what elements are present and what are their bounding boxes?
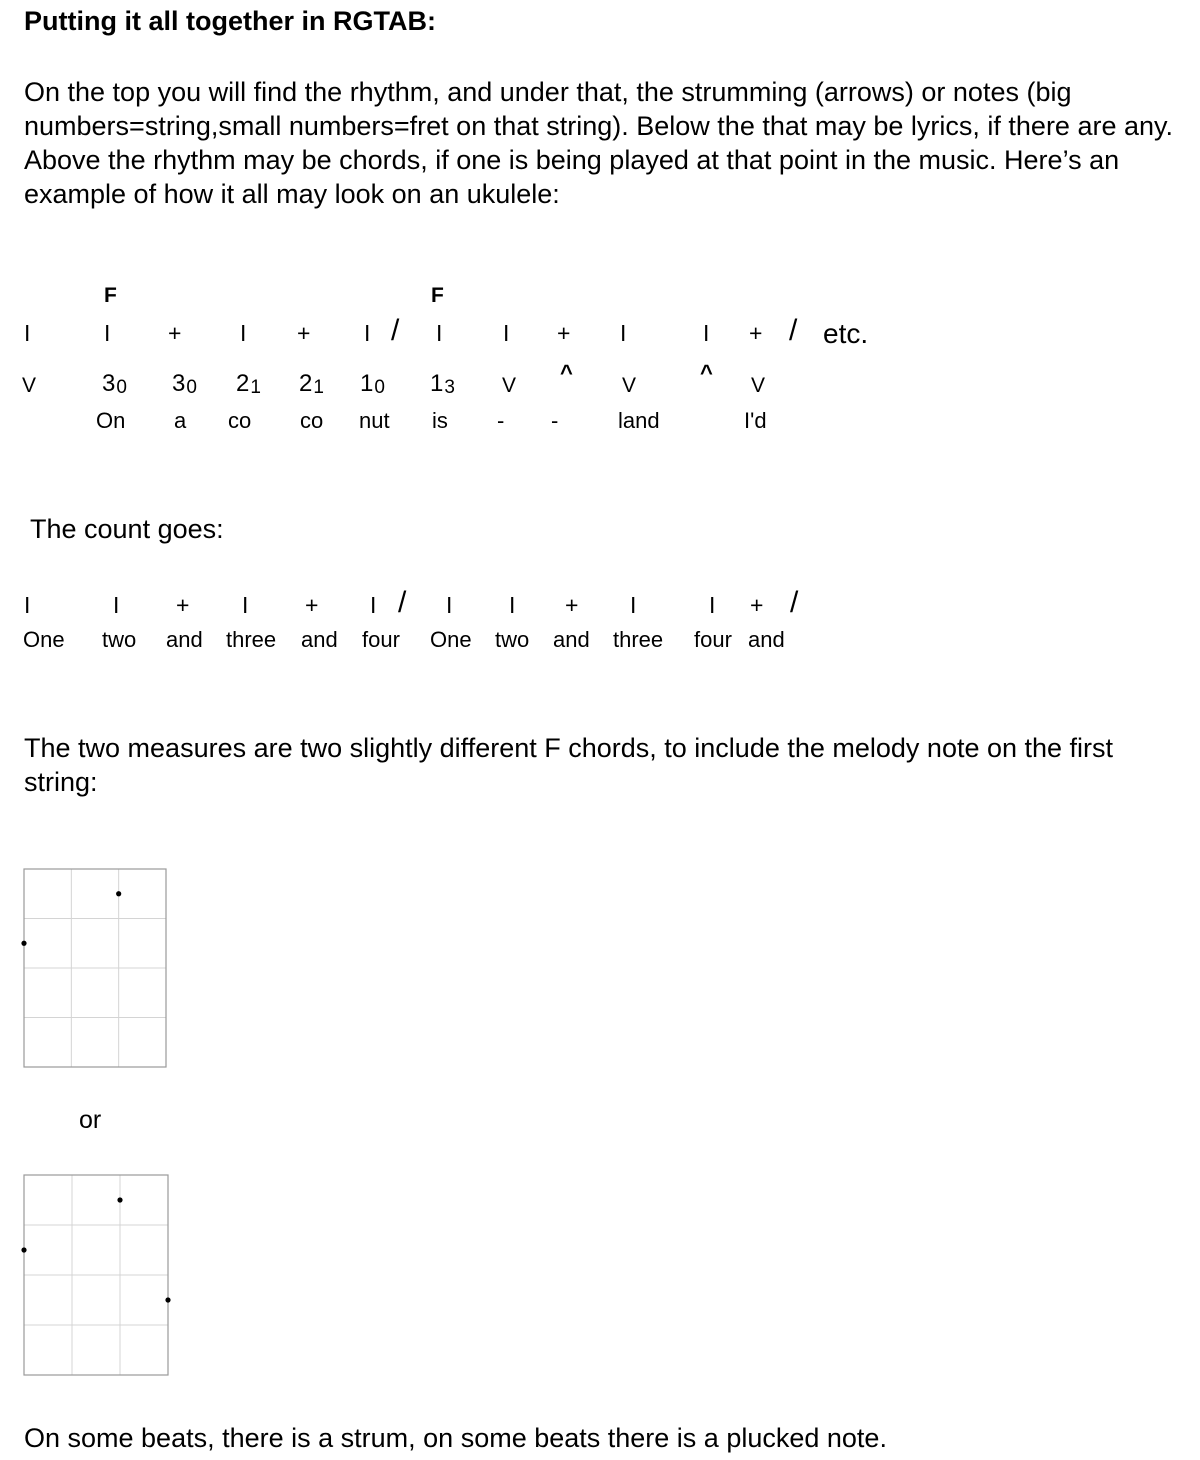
count-symbol: I (630, 592, 637, 618)
count-word: and (166, 627, 203, 652)
rhythm-slash: / (391, 314, 400, 347)
rhythm-symbol: I (104, 320, 111, 346)
etc-label: etc. (823, 318, 869, 349)
count-symbol: I (509, 592, 516, 618)
finger-dot (116, 891, 121, 896)
rhythm-symbol: + (297, 320, 311, 346)
count-symbol: + (750, 592, 764, 618)
chord-label: F (431, 284, 444, 307)
down-strum-symbol: V (502, 374, 517, 397)
down-strum-symbol: V (751, 374, 766, 397)
tab-note: $2_1$ (299, 370, 324, 398)
lyric: nut (359, 408, 390, 433)
count-slash: / (398, 586, 407, 619)
lyric: a (174, 408, 187, 433)
rhythm-symbol: I (503, 320, 510, 346)
count-word: four (362, 627, 400, 652)
tab-note: $2_1$ (236, 370, 261, 398)
or-label: or (79, 1106, 102, 1134)
tab-note: $3_0$ (102, 370, 127, 398)
count-symbol: + (305, 592, 319, 618)
up-strum-symbol: ^ (560, 360, 573, 385)
count-word: four (694, 627, 732, 652)
count-title: The count goes: (30, 514, 224, 544)
count-symbol: I (242, 592, 249, 618)
count-word: and (748, 627, 785, 652)
count-word: two (495, 627, 530, 652)
finger-dot (117, 1197, 122, 1202)
lyric: On (96, 408, 126, 433)
up-strum-symbol: ^ (700, 360, 713, 385)
lyric: I'd (744, 408, 767, 433)
rhythm-symbol: + (749, 320, 763, 346)
finger-dot (21, 1247, 26, 1252)
rhythm-symbol: I (703, 320, 710, 346)
rhythm-slash: / (789, 314, 798, 347)
tab-note: $3_0$ (172, 370, 197, 398)
count-word: two (102, 627, 137, 652)
count-symbol: I (24, 592, 31, 618)
count-word: One (430, 627, 472, 652)
down-strum-symbol: V (622, 374, 637, 397)
count-symbol: I (113, 592, 120, 618)
tab-note: $1_3$ (430, 370, 455, 398)
rhythm-symbol: I (436, 320, 443, 346)
tab-note: $1_0$ (360, 370, 385, 398)
heading: Putting it all together in RGTAB: (24, 6, 436, 36)
down-strum-symbol: V (22, 374, 37, 397)
count-symbol: + (565, 592, 579, 618)
lyric: - (551, 408, 559, 433)
count-symbol: + (176, 592, 190, 618)
rhythm-symbol: + (557, 320, 571, 346)
rhythm-symbol: I (620, 320, 627, 346)
intro-paragraph: On the top you will find the rhythm, and under that, the strumming (arrows) or notes (big numbers=string,small numbers=fret on that string). Below the that may be lyrics, if there are any. Above the rhythm may be chords, if one is being played at that point in the music. Here’s an example of how it all may look on an ukulele: (24, 77, 1174, 209)
count-symbol: I (709, 592, 716, 618)
measures-paragraph: The two measures are two slightly different F chords, to include the melody note on the first string: (24, 733, 1114, 797)
count-symbol: I (446, 592, 453, 618)
rhythm-symbol: I (24, 320, 31, 346)
count-word: One (23, 627, 65, 652)
rhythm-symbol: I (364, 320, 371, 346)
rhythm-symbol: + (168, 320, 182, 346)
lyric: co (228, 408, 252, 433)
lyric: - (497, 408, 505, 433)
closing-paragraph: On some beats, there is a strum, on some beats there is a plucked note. (24, 1423, 887, 1453)
chord-diagram (18, 864, 174, 1074)
count-word: three (226, 627, 277, 652)
count-word: three (613, 627, 664, 652)
count-word: and (553, 627, 590, 652)
lyric: co (300, 408, 324, 433)
lyric: is (432, 408, 448, 433)
lyric: land (618, 408, 660, 433)
chord-diagram (18, 1170, 178, 1380)
finger-dot (165, 1297, 170, 1302)
rhythm-symbol: I (240, 320, 247, 346)
count-symbol: I (370, 592, 377, 618)
finger-dot (21, 941, 26, 946)
chord-label: F (104, 284, 117, 307)
count-slash: / (790, 586, 799, 619)
count-word: and (301, 627, 338, 652)
